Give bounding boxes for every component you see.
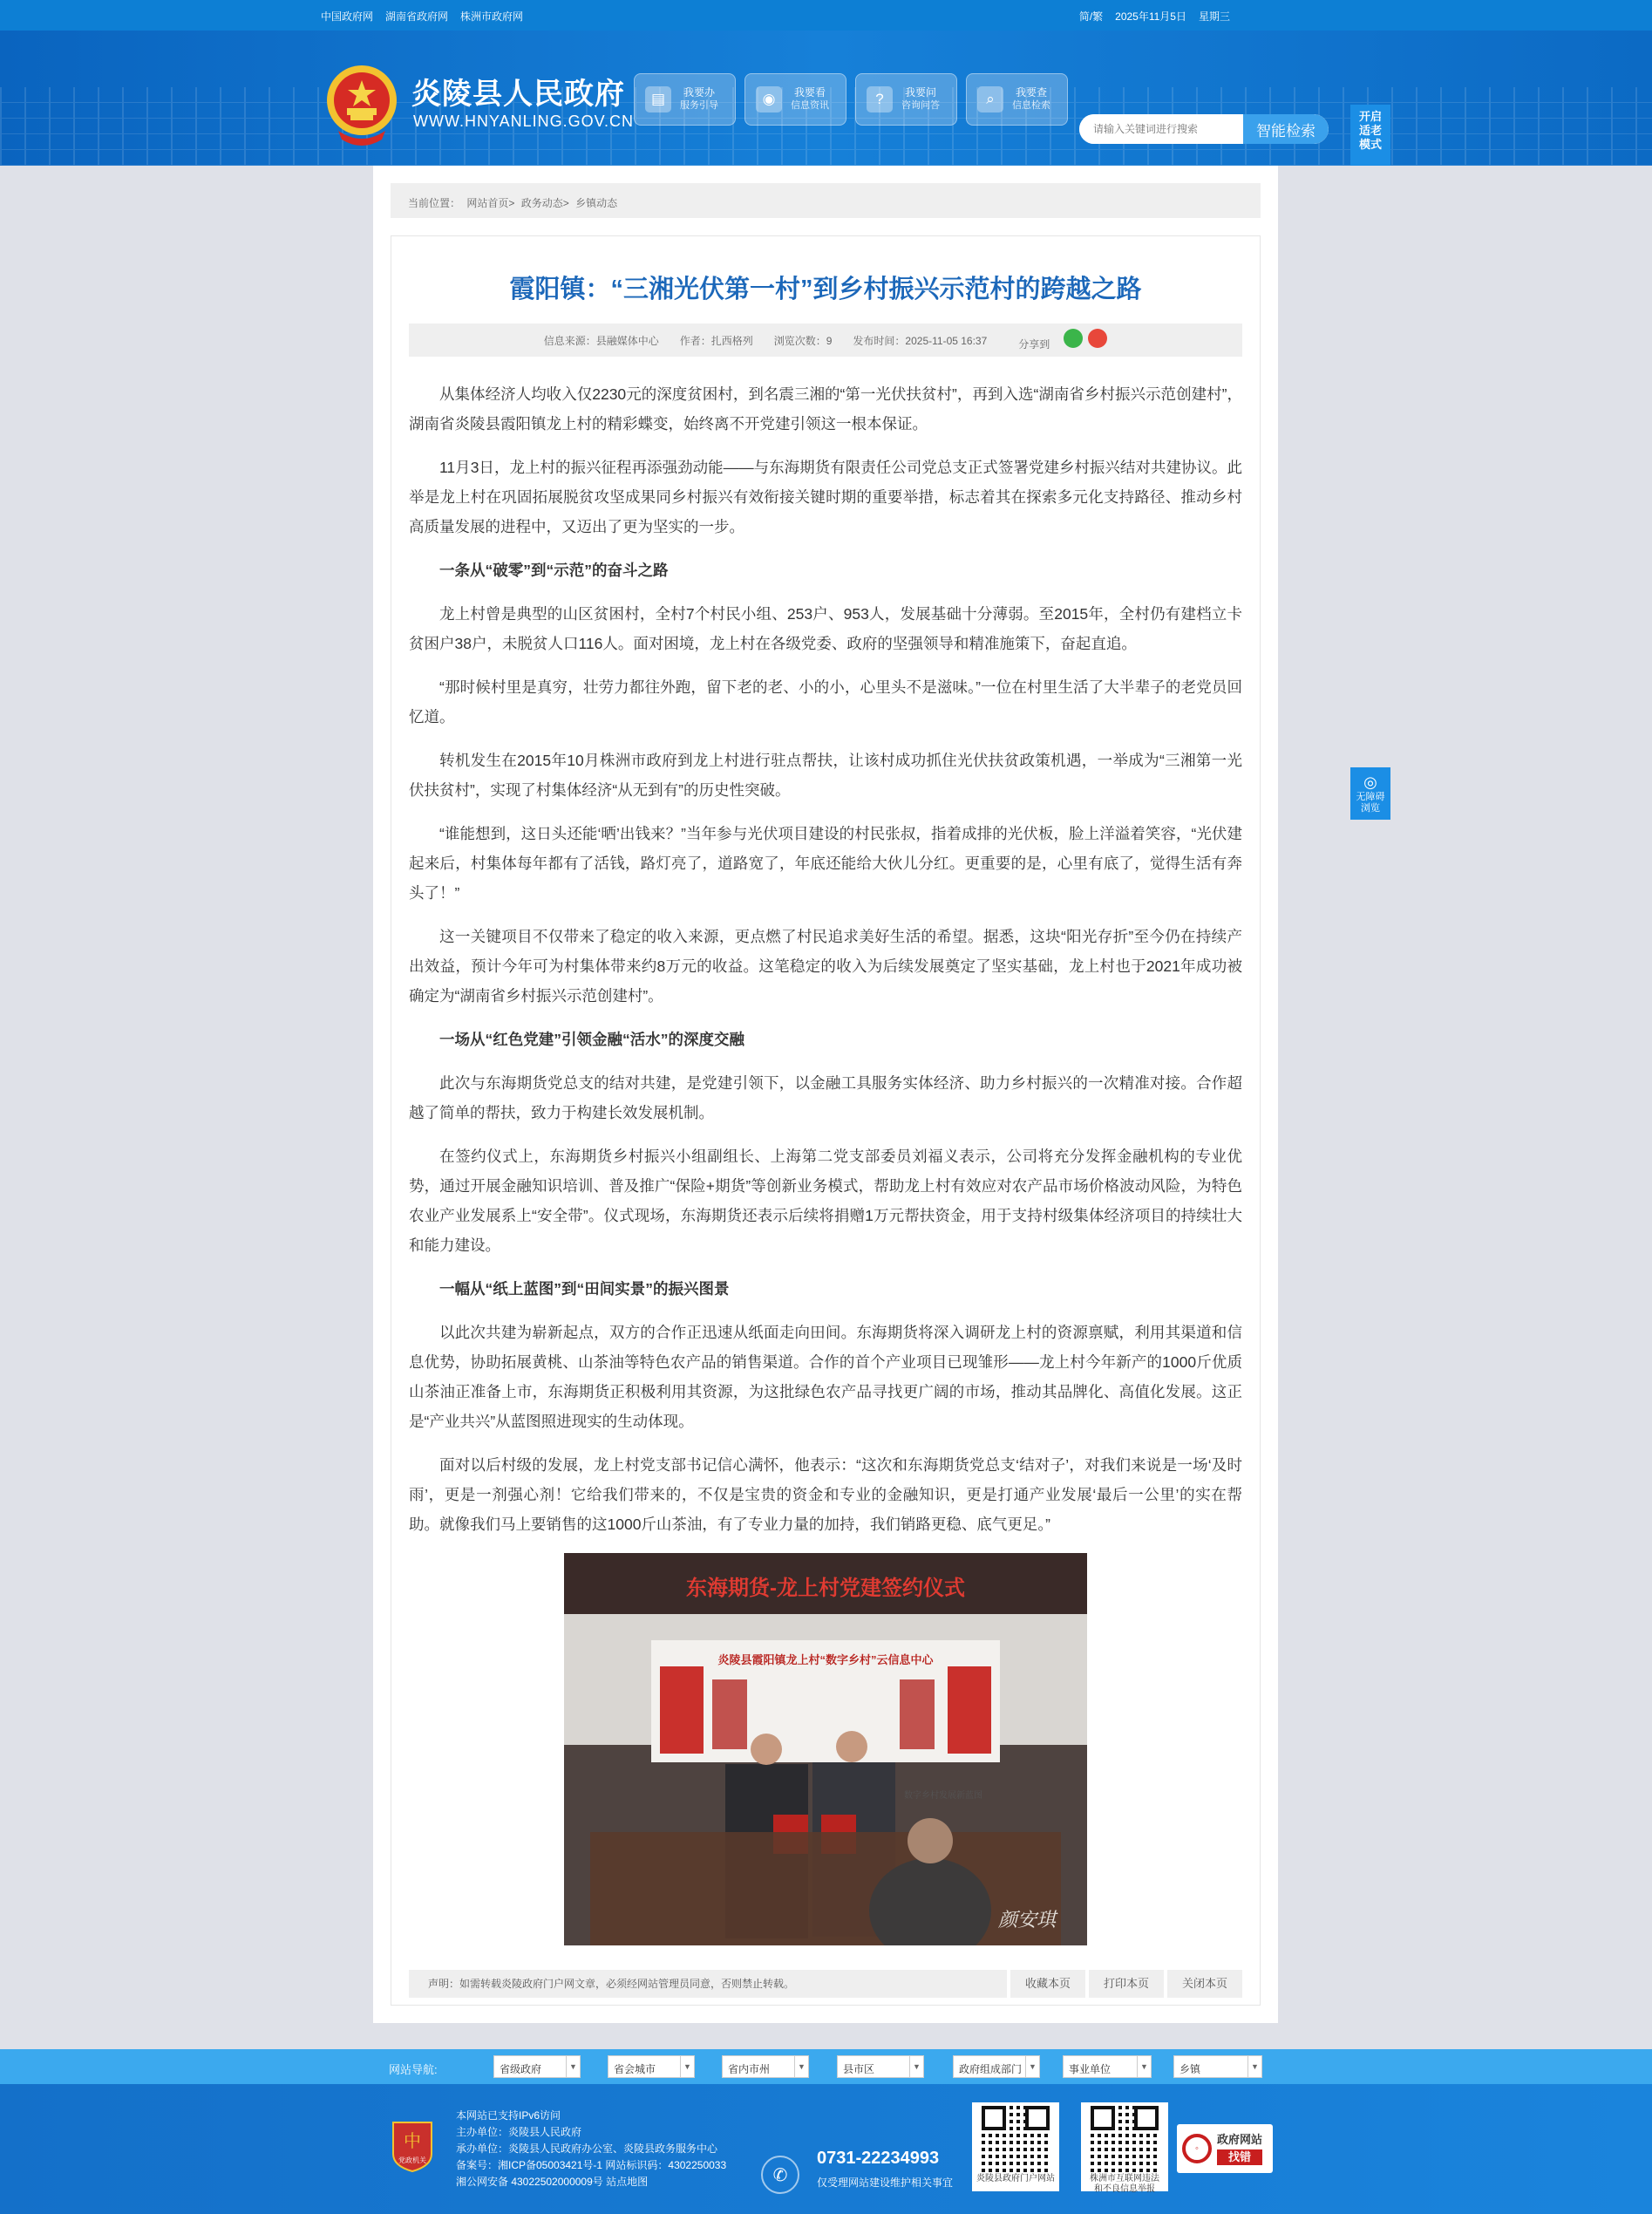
elder-mode-toggle[interactable] bbox=[1350, 105, 1390, 166]
close-page-button[interactable]: 关闭本页 bbox=[1167, 1970, 1242, 1998]
info-news-button[interactable] bbox=[744, 73, 846, 126]
link-zhuzhou-gov[interactable]: 株洲市政府网 bbox=[460, 10, 524, 23]
barrier-free-button[interactable] bbox=[1350, 767, 1390, 820]
paragraph: 此次与东海期货党总支的结对共建，是党建引领下，以金融工具服务实体经济、助力乡村振兴的一次精准对接。合作超越了简单的帮扶，致力于构建长效发展机制。 bbox=[409, 1074, 1242, 1121]
meta-source: 信息来源：县融媒体中心 bbox=[543, 334, 659, 347]
consult-sub: 咨询问答 bbox=[901, 100, 940, 111]
current-date: 2025年11月5日 bbox=[1115, 10, 1186, 23]
main-container bbox=[373, 166, 1278, 2023]
select-towns[interactable] bbox=[1173, 2055, 1262, 2078]
undertaker: 承办单位：炎陵县人民政府办公室、炎陵县政务服务中心 bbox=[456, 2142, 718, 2155]
paragraph: 以此次共建为崭新起点，双方的合作正迅速从纸面走向田间。东海期货将深入调研龙上村的资源禀赋，利用其渠道和信息优势，协助拓展黄桃、山茶油等特色农产品的销售渠道。合作的首个产业项目已现雏形——龙上村今年新产的1000斤优质山茶油正准备上市，东海期货正积极利用其资源，为这批绿色农产品寻找更广阔的市场，推动其品牌化、高值化发展。这正是“产业共兴”从蓝图照进现实的生动体现。 bbox=[409, 1324, 1242, 1430]
paragraph: 龙上村曾是典型的山区贫困村，全村7个村民小组、253户、953人，发展基础十分薄弱。至2015年，全村仍有建档立卡贫困户38户，未脱贫人口116人。面对困境，龙上村在各级党委、政府的坚强领导和精准施策下，奋起直追。 bbox=[409, 605, 1242, 652]
elder-mode-line2: 适老 bbox=[1358, 124, 1382, 137]
article-photo bbox=[564, 1553, 1087, 1945]
barrier-free-line1: 无障碍 bbox=[1356, 792, 1385, 802]
breadcrumb-news[interactable]: 政务动态 bbox=[520, 197, 563, 209]
photo-signature: 颜安琪 bbox=[998, 1910, 1057, 1931]
service-guide-button[interactable] bbox=[634, 73, 736, 126]
gov-site-error-report[interactable] bbox=[1177, 2124, 1273, 2173]
select-capital-cities[interactable] bbox=[608, 2055, 695, 2078]
qr-gov-portal bbox=[972, 2102, 1059, 2191]
search-input[interactable] bbox=[1079, 114, 1245, 144]
site-header bbox=[0, 31, 1652, 166]
police-record[interactable]: 湘公网安备 43022502000009号 站点地图 bbox=[456, 2176, 649, 2188]
error-badge-title: 政府网站 bbox=[1217, 2133, 1263, 2146]
consult-button[interactable] bbox=[855, 73, 957, 126]
print-button[interactable]: 打印本页 bbox=[1089, 1970, 1164, 1998]
info-news-sub: 信息资讯 bbox=[791, 100, 829, 111]
eye-icon: ◉ bbox=[756, 86, 782, 112]
paragraph: 11月3日，龙上村的振兴征程再添强劲动能——与东海期货有限责任公司党总支正式签署党建乡村振兴结对共建协议。此举是龙上村在巩固拓展脱贫攻坚成果同乡村振兴有效衔接关键时期的重要举措，标志着其在探索多元化支持路径、推动乡村高质量发展的进程中，又迈出了更为坚实的一步。 bbox=[409, 459, 1242, 535]
select-province-cities[interactable] bbox=[722, 2055, 809, 2078]
paragraph: 面对以后村级的发展，龙上村党支部书记信心满怀，他表示：“这次和东海期货党总支‘结对子’，对我们来说是一场‘及时雨’，更是一剂强心剂！它给我们带来的，不仅是宝贵的资金和专业的金融知识，更是打通产业发展‘最后一公里’的实在帮助。就像我们马上要销售的这1000斤山茶油，有了专业力量的加持，我们销路更稳、底气更足。” bbox=[409, 1456, 1242, 1533]
select-value: 省级政府 bbox=[500, 2063, 542, 2075]
paragraph: “那时候村里是真穷，壮劳力都往外跑，留下老的老、小的小，心里头不是滋味。”一位在村里生活了大半辈子的老党员回忆道。 bbox=[409, 678, 1242, 726]
paragraph: 从集体经济人均收入仅2230元的深度贫困村，到名震三湘的“第一光伏扶贫村”，再到入选“湖南省乡村振兴示范创建村”，湖南省炎陵县霞阳镇龙上村的精彩蝶变，始终离不开党建引领这一根本保证。 bbox=[409, 385, 1242, 433]
select-value: 政府组成部门 bbox=[959, 2063, 1023, 2075]
chevron-down-icon: ▼ bbox=[909, 2056, 923, 2077]
breadcrumb: 当前位置： 网站首页> 政务动态> 乡镇动态 bbox=[391, 183, 1261, 218]
chevron-down-icon: ▼ bbox=[680, 2056, 694, 2077]
elder-mode-line3: 模式 bbox=[1358, 138, 1382, 151]
select-value: 省会城市 bbox=[614, 2063, 656, 2075]
party-gov-logo-icon[interactable] bbox=[390, 2119, 435, 2173]
national-emblem-icon bbox=[321, 61, 404, 148]
select-value: 事业单位 bbox=[1069, 2063, 1112, 2075]
link-hunan-gov[interactable]: 湖南省政府网 bbox=[385, 10, 449, 23]
paragraph: “谁能想到，这日头还能‘晒’出钱来？”当年参与光伏项目建设的村民张叔，指着成排的光伏板，脸上洋溢着笑容，“光伏建起来后，村集体每年都有了活钱，路灯亮了，道路宽了，年底还能给大伙儿分红。更重要的是，心里有底了，觉得生活有奔头了！” bbox=[409, 825, 1242, 902]
section-heading: 一条从“破零”到“示范”的奋斗之路 bbox=[439, 562, 669, 579]
meta-time: 发布时间：2025-11-05 16:37 bbox=[853, 334, 988, 347]
favorite-button[interactable]: 收藏本页 bbox=[1010, 1970, 1085, 1998]
section-heading: 一幅从“纸上蓝图”到“田间实景”的振兴图景 bbox=[439, 1280, 730, 1298]
icp-record[interactable]: 备案号：湘ICP备05003421号-1 网站标识码：4302250033 bbox=[456, 2159, 727, 2171]
chevron-down-icon: ▼ bbox=[794, 2056, 808, 2077]
qr-report bbox=[1081, 2102, 1168, 2194]
info-search-sub: 信息检索 bbox=[1012, 100, 1050, 111]
select-value: 省内市州 bbox=[728, 2063, 771, 2075]
qr-code-icon bbox=[982, 2106, 1050, 2172]
qr2-caption-line2: 和不良信息举报 bbox=[1094, 2184, 1155, 2194]
meta-share bbox=[1008, 329, 1107, 351]
elder-mode-line1: 开启 bbox=[1358, 110, 1382, 123]
paragraph: 这一关键项目不仅带来了稳定的收入来源，更点燃了村民追求美好生活的希望。据悉，这块“阳光存折”至今仍在持续产出效益，预计今年可为村集体带来约8万元的收益。这笔稳定的收入为后续发展奠定了坚实基础，龙上村也于2021年成功被确定为“湖南省乡村振兴示范创建村”。 bbox=[409, 928, 1242, 1005]
phone-note: 仅受理网站建设维护相关事宜 bbox=[817, 2177, 954, 2189]
site-nav-label: 网站导航: bbox=[389, 2063, 438, 2076]
phone-icon: ✆ bbox=[761, 2156, 799, 2194]
magnifier-icon: ◦ bbox=[1182, 2134, 1212, 2163]
site-navigation bbox=[0, 2049, 1652, 2084]
chevron-down-icon: ▼ bbox=[1247, 2056, 1261, 2077]
top-bar bbox=[0, 0, 1652, 31]
section-heading: 一场从“红色党建”引领金融“活水”的深度交融 bbox=[439, 1031, 744, 1048]
logo-text: 党政机关 bbox=[398, 2156, 426, 2164]
smart-search-button[interactable]: 智能检索 bbox=[1243, 114, 1329, 144]
qr2-caption-line1: 株洲市互联网违法 bbox=[1090, 2174, 1159, 2183]
ipv6-note: 本网站已支持IPv6访问 bbox=[456, 2109, 561, 2122]
service-guide-sub: 服务引导 bbox=[680, 100, 718, 111]
paragraph: 转机发生在2015年10月株洲市政府到龙上村进行驻点帮扶，让该村成功抓住光伏扶贫政策机遇，一举成为“三湘第一光伏扶贫村”，实现了村集体经济“从无到有”的历史性突破。 bbox=[409, 752, 1242, 799]
info-news-label: 我要看 bbox=[793, 86, 826, 99]
article-meta bbox=[409, 324, 1242, 357]
top-links bbox=[321, 9, 523, 24]
info-search-button[interactable] bbox=[966, 73, 1068, 126]
select-value: 乡镇 bbox=[1180, 2063, 1201, 2075]
organizer: 主办单位：炎陵县人民政府 bbox=[456, 2126, 582, 2138]
eye-icon: ◎ bbox=[1363, 773, 1377, 791]
breadcrumb-home[interactable]: 网站首页 bbox=[466, 197, 509, 209]
chevron-down-icon: ▼ bbox=[1137, 2056, 1151, 2077]
consult-label: 我要问 bbox=[904, 86, 936, 99]
reprint-declaration: 声明：如需转载炎陵政府门户网文章，必须经网站管理员同意，否则禁止转载。 bbox=[409, 1970, 1007, 1998]
site-title[interactable]: 炎陵县人民政府 bbox=[411, 78, 625, 111]
site-footer bbox=[0, 2084, 1652, 2214]
error-badge-action: 找错 bbox=[1217, 2149, 1262, 2165]
meta-author: 作者：扎西格列 bbox=[679, 334, 753, 347]
breadcrumb-label: 当前位置： bbox=[408, 197, 461, 209]
search-box bbox=[1079, 114, 1329, 144]
article bbox=[391, 235, 1261, 2006]
search-icon: ⌕ bbox=[977, 86, 1003, 112]
chevron-down-icon: ▼ bbox=[1025, 2056, 1039, 2077]
select-counties[interactable] bbox=[837, 2055, 924, 2078]
svg-text:中: 中 bbox=[404, 2130, 421, 2151]
meta-views: 浏览次数：9 bbox=[773, 334, 833, 347]
service-guide-label: 我要办 bbox=[683, 86, 715, 99]
document-icon: ▤ bbox=[645, 86, 671, 112]
footer-info bbox=[456, 2108, 726, 2190]
photo-banner: 东海期货-龙上村党建签约仪式 bbox=[686, 1577, 965, 1600]
qr1-caption: 炎陵县政府门户网站 bbox=[976, 2174, 1055, 2183]
paragraph: 在签约仪式上，东海期货乡村振兴小组副组长、上海第二党支部委员刘福义表示，公司将充分发挥金融机构的专业优势，通过开展金融知识培训、普及推广“保险+期货”等创新业务模式，帮助龙上村有效应对农产品市场价格波动风险，为特色农业产业发展系上“安全带”。仪式现场，东海期货还表示后续将捐赠1万元帮扶资金，用于支持村级集体经济项目的持续壮大和能力建设。 bbox=[409, 1148, 1242, 1254]
article-content bbox=[409, 379, 1242, 1945]
article-footer-bar bbox=[409, 1970, 1242, 1998]
link-gov-cn[interactable]: 中国政府网 bbox=[321, 10, 374, 23]
current-weekday: 星期三 bbox=[1198, 10, 1230, 23]
select-public-institutions[interactable] bbox=[1063, 2055, 1152, 2078]
contact-phone: 0731-22234993 bbox=[817, 2149, 940, 2168]
article-title: 霞阳镇：“三湘光伏第一村”到乡村振兴示范村的跨越之路 bbox=[509, 276, 1142, 303]
top-right bbox=[1079, 9, 1230, 24]
chevron-down-icon: ▼ bbox=[566, 2056, 580, 2077]
info-search-label: 我要查 bbox=[1015, 86, 1047, 99]
wechat-icon[interactable] bbox=[1064, 329, 1083, 348]
select-provincial-gov[interactable] bbox=[493, 2055, 581, 2078]
photo-board-title: 炎陵县霞阳镇龙上村“数字乡村”云信息中心 bbox=[717, 1653, 934, 1666]
qr-code-icon bbox=[1091, 2106, 1159, 2172]
select-gov-departments[interactable] bbox=[953, 2055, 1040, 2078]
site-url: WWW.HNYANLING.GOV.CN bbox=[413, 112, 635, 130]
share-label: 分享到 bbox=[1018, 338, 1050, 351]
photo-board-sub: 数字乡村发展新蓝图 bbox=[904, 1791, 982, 1801]
question-icon: ? bbox=[867, 86, 893, 112]
barrier-free-line2: 浏览 bbox=[1361, 803, 1380, 814]
breadcrumb-town[interactable]: 乡镇动态 bbox=[575, 197, 618, 209]
weibo-icon[interactable] bbox=[1088, 329, 1107, 348]
select-value: 县市区 bbox=[843, 2063, 875, 2075]
lang-switch[interactable]: 简/繁 bbox=[1078, 10, 1104, 23]
